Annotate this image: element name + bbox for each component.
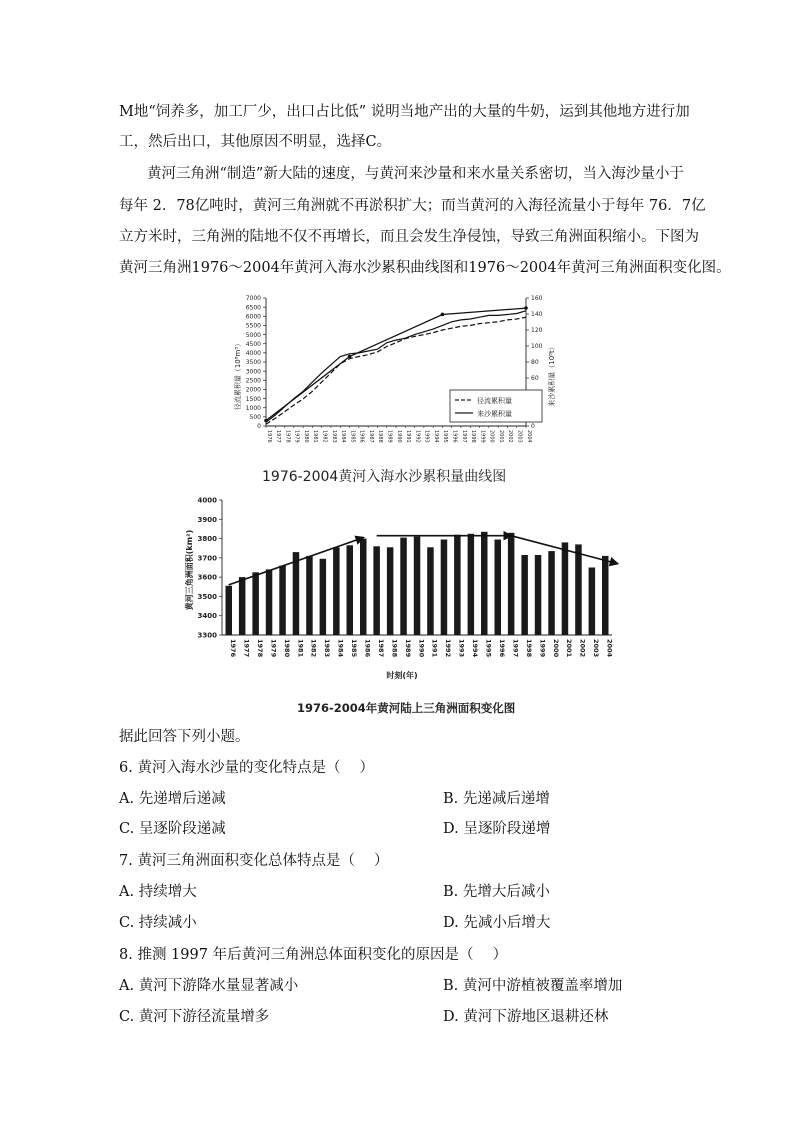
bar-y-tick-label: 3600: [197, 573, 217, 582]
question-prompt: 据此回答下列小题。: [119, 729, 250, 745]
x-tick-label: 1977: [275, 430, 282, 443]
bar: [266, 569, 273, 635]
question-8-stem: 8. 推测 1997 年后黄河三角洲总体面积变化的原因是（ ）: [119, 947, 508, 963]
question-8-option-d[interactable]: D. 黄河下游地区退耕还林: [443, 1009, 609, 1025]
bar-x-tick-label: 1976: [229, 639, 238, 658]
bar-x-tick-label: 1987: [376, 639, 385, 658]
bar: [589, 568, 596, 636]
bar: [373, 546, 380, 635]
bar-y-axis-label: 黄河三角洲面积(km²): [185, 529, 194, 611]
bar-x-tick-label: 1986: [363, 639, 372, 658]
paragraph-line: 每年 2．78亿吨时，黄河三角洲就不再淤积扩大；而当黄河的入海径流量小于每年 76．7亿: [119, 198, 706, 214]
bar: [521, 555, 528, 635]
question-6-option-d[interactable]: D. 呈逐阶段递增: [443, 821, 551, 837]
paragraph-line: 立方米时，三角洲的陆地不仅不再增长，而且会发生净侵蚀，导致三角洲面积缩小。下图为: [119, 229, 699, 245]
bar-x-tick-label: 2000: [551, 639, 560, 658]
y-tick-label-left: 1500: [245, 395, 261, 403]
trend-point: [441, 313, 445, 317]
bar: [360, 539, 367, 635]
x-tick-label: 1998: [470, 430, 477, 443]
bar: [441, 540, 448, 636]
trend-point: [264, 419, 268, 423]
y-tick-label-left: 6000: [245, 313, 261, 321]
bar-x-tick-label: 1999: [538, 639, 547, 658]
bar: [306, 556, 313, 635]
bar-x-tick-label: 2001: [565, 639, 574, 658]
bar: [279, 566, 286, 635]
bar: [252, 572, 259, 635]
bar-x-tick-label: 1985: [350, 639, 359, 658]
y-tick-label-right: 100: [531, 343, 543, 351]
y-tick-label-left: 1000: [245, 404, 261, 412]
y-axis-label-left: 径流累积量（10⁸m³）: [234, 339, 242, 411]
bar-x-tick-label: 1993: [457, 639, 466, 658]
bar: [239, 577, 246, 635]
bar-x-tick-label: 1990: [417, 639, 426, 658]
question-7-option-d[interactable]: D. 先减小后增大: [443, 915, 551, 931]
question-7-stem: 7. 黄河三角洲面积变化总体特点是（ ）: [119, 853, 389, 869]
question-6-option-b[interactable]: B. 先递减后递增: [443, 791, 550, 807]
bar-x-tick-label: 1982: [309, 639, 318, 658]
x-tick-label: 1987: [367, 430, 374, 443]
x-tick-label: 1982: [321, 430, 328, 443]
trend-point: [348, 355, 352, 359]
x-tick-label: 1993: [423, 430, 430, 443]
bar: [226, 586, 233, 635]
x-tick-label: 1978: [284, 430, 291, 443]
bar-x-tick-label: 1998: [524, 639, 533, 658]
x-tick-label: 2003: [516, 430, 523, 443]
bar-y-tick-label: 3700: [197, 554, 217, 563]
chart-legend: [450, 390, 542, 422]
bar: [333, 547, 340, 635]
question-7-option-a[interactable]: A. 持续增大: [119, 884, 197, 900]
bar-x-tick-label: 1979: [269, 639, 278, 658]
x-tick-label: 1984: [340, 430, 347, 443]
question-6-option-c[interactable]: C. 呈逐阶段递减: [119, 821, 226, 837]
x-tick-label: 1981: [312, 430, 319, 443]
bar-x-tick-label: 1984: [336, 639, 345, 658]
x-tick-label: 1995: [442, 430, 449, 443]
x-tick-label: 2004: [525, 430, 532, 443]
y-tick-label-left: 5000: [245, 331, 261, 339]
y-tick-label-left: 4500: [245, 340, 261, 348]
bar: [454, 535, 461, 635]
y-tick-label-left: 4000: [245, 350, 261, 358]
x-tick-label: 1985: [349, 430, 356, 443]
bar-x-tick-label: 2002: [578, 639, 587, 658]
bar: [400, 538, 407, 635]
question-8-option-b[interactable]: B. 黄河中游植被覆盖率增加: [443, 978, 623, 994]
x-tick-label: 1988: [377, 430, 384, 443]
bar-y-tick-label: 3900: [197, 515, 217, 524]
paragraph-line: 黄河三角洲“制造”新大陆的速度，与黄河来沙量和来水量关系密切，当入海沙量小于: [147, 166, 684, 182]
chart-title-line: 1976-2004黄河入海水沙累积量曲线图: [262, 469, 507, 485]
bar-y-tick-label: 3300: [197, 631, 217, 640]
x-tick-label: 1979: [293, 430, 300, 443]
bar: [481, 532, 488, 635]
y-tick-label-right: 140: [531, 311, 543, 319]
y-tick-label-left: 6500: [245, 304, 261, 312]
bar-x-tick-label: 1989: [403, 639, 412, 658]
x-tick-label: 2000: [488, 430, 495, 443]
bar-x-tick-label: 1981: [296, 639, 305, 658]
x-tick-label: 2002: [507, 430, 514, 443]
chart-title-bar: 1976-2004年黄河陆上三角洲面积变化图: [297, 701, 516, 715]
bar-x-axis-label: 时刻(年): [386, 671, 418, 680]
y-axis-label-right: 来沙累积量（10⁸t）: [548, 343, 556, 407]
x-tick-label: 1983: [330, 430, 337, 443]
bar: [387, 547, 394, 635]
x-tick-label: 1976: [265, 430, 272, 443]
bar: [347, 545, 354, 635]
delta-area-bar-chart: [180, 492, 620, 688]
x-tick-label: 1991: [405, 430, 412, 443]
x-tick-label: 1997: [460, 430, 467, 443]
bar-y-tick-label: 3500: [197, 592, 217, 601]
bar-y-tick-label: 3800: [197, 535, 217, 544]
bar-y-tick-label: 4000: [197, 496, 217, 505]
bar-x-tick-label: 1978: [255, 639, 264, 658]
bar-x-tick-label: 1995: [484, 639, 493, 658]
legend-label-runoff: 径流累积量: [477, 397, 512, 405]
x-tick-label: 1989: [386, 430, 393, 443]
x-tick-label: 1986: [358, 430, 365, 443]
x-tick-label: 1999: [479, 430, 486, 443]
question-7-option-b[interactable]: B. 先增大后减小: [443, 884, 550, 900]
y-tick-label-left: 5500: [245, 322, 261, 330]
bar-x-tick-label: 1977: [242, 639, 251, 658]
question-8-option-a[interactable]: A. 黄河下游降水量显著减小: [119, 978, 299, 994]
bar-x-tick-label: 1983: [323, 639, 332, 658]
bar-x-tick-label: 2004: [605, 639, 614, 658]
question-8-option-c[interactable]: C. 黄河下游径流量增多: [119, 1009, 270, 1025]
y-tick-label-left: 2000: [245, 386, 261, 394]
y-tick-label-left: 2500: [245, 377, 261, 385]
bar-x-tick-label: 2003: [592, 639, 601, 658]
sediment-runoff-line-chart: [228, 290, 558, 460]
y-tick-label-right: 80: [531, 359, 539, 367]
bar-x-tick-label: 1996: [497, 639, 506, 658]
y-tick-label-right: 120: [531, 327, 543, 335]
bar: [562, 542, 569, 635]
x-tick-label: 1994: [432, 430, 439, 443]
x-tick-label: 2001: [497, 430, 504, 443]
bar: [602, 556, 609, 635]
y-tick-label-right: 160: [531, 295, 543, 303]
y-tick-label-left: 0: [257, 423, 261, 431]
bar-x-tick-label: 1991: [430, 639, 439, 658]
question-6-option-a[interactable]: A. 先递增后递减: [119, 791, 226, 807]
y-tick-label-left: 3500: [245, 359, 261, 367]
y-tick-label-left: 7000: [245, 295, 261, 303]
y-tick-label-left: 3000: [245, 368, 261, 376]
bar: [468, 534, 475, 635]
bar: [495, 540, 502, 636]
bar-x-tick-label: 1994: [471, 639, 480, 658]
y-tick-label-right: 60: [531, 375, 539, 383]
bar-x-tick-label: 1992: [444, 639, 453, 658]
x-tick-label: 1992: [414, 430, 421, 443]
bar: [427, 547, 434, 635]
bar: [575, 544, 582, 635]
x-tick-label: 1990: [395, 430, 402, 443]
paragraph-line: 工，然后出口，其他原因不明显，选择C。: [119, 134, 392, 150]
y-tick-label-right: 0: [531, 423, 535, 431]
x-tick-label: 1996: [451, 430, 458, 443]
bar-x-tick-label: 1980: [282, 639, 291, 658]
bar-x-tick-label: 1997: [511, 639, 520, 658]
bar: [548, 551, 555, 635]
paragraph-line: 黄河三角洲1976～2004年黄河入海水沙累积曲线图和1976～2004年黄河三角洲面积变化图。: [119, 260, 731, 276]
trend-point: [524, 306, 528, 310]
x-tick-label: 1980: [302, 430, 309, 443]
question-7-option-c[interactable]: C. 持续减小: [119, 915, 197, 931]
bar: [320, 559, 327, 635]
bar-x-tick-label: 1988: [390, 639, 399, 658]
legend-label-sediment: 来沙累积量: [477, 410, 512, 418]
y-tick-label-left: 500: [249, 414, 261, 422]
bar: [508, 533, 515, 635]
bar: [535, 555, 542, 635]
bar-y-tick-label: 3400: [197, 612, 217, 621]
bar: [293, 552, 300, 635]
paragraph-line: M地“饲养多，加工厂少，出口占比低” 说明当地产出的大量的牛奶，运到其他地方进行加: [119, 104, 690, 120]
question-6-stem: 6. 黄河入海水沙量的变化特点是（ ）: [119, 760, 375, 776]
bar: [414, 537, 421, 635]
